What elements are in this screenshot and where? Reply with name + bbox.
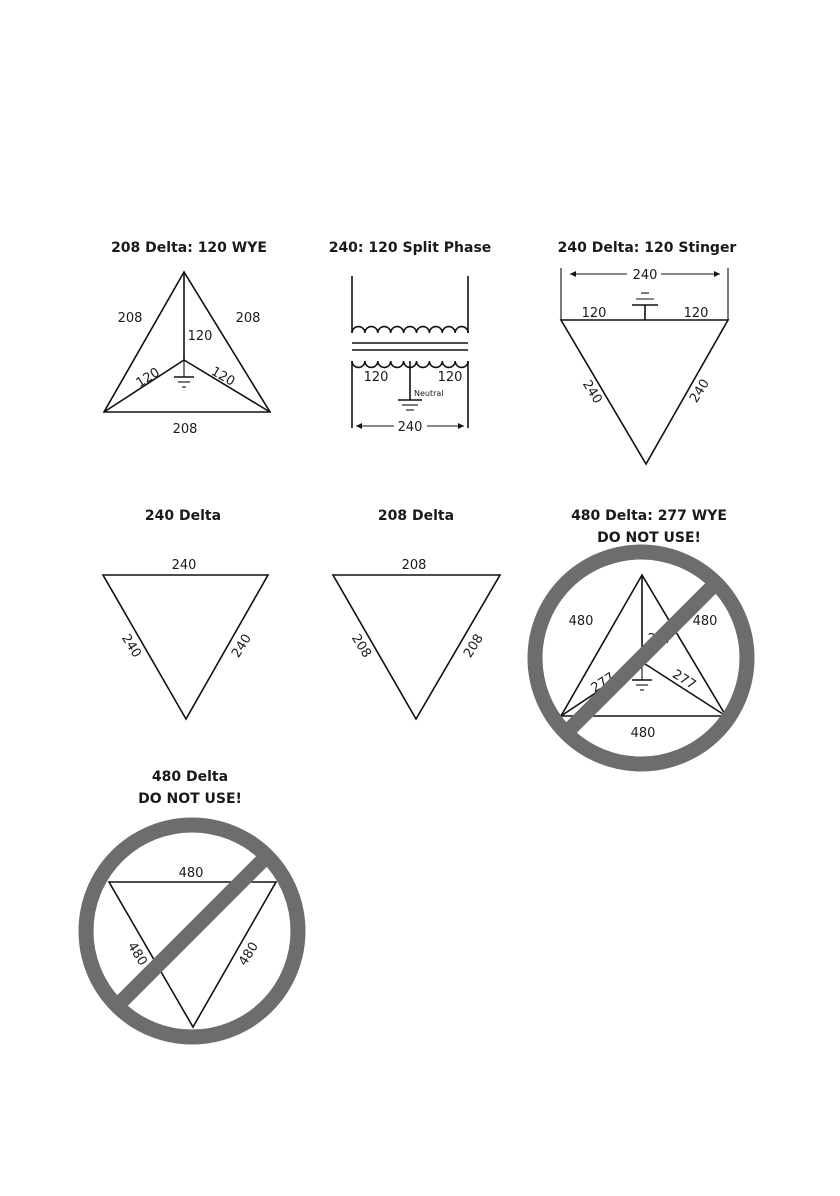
ground-icon <box>398 400 422 410</box>
ground-icon <box>632 293 658 320</box>
side-label-left: 240 <box>579 377 605 407</box>
side-label-right: 480 <box>236 939 262 969</box>
side-label-left: 240 <box>118 631 144 661</box>
diagram-title: 208 Delta: 120 WYE <box>111 240 267 256</box>
wye-leg-right <box>642 662 726 716</box>
side-label-left: 480 <box>124 939 150 969</box>
side-label-left: 208 <box>348 631 374 661</box>
leg-label-left: 120 <box>133 365 163 391</box>
side-label-bottom: 480 <box>630 726 656 741</box>
span-label: 240 <box>632 268 658 283</box>
diagram-480-delta-277-wye <box>535 508 747 764</box>
span-label: 240 <box>397 420 423 435</box>
diagram-title: 240 Delta <box>144 508 222 524</box>
diagram-240-delta <box>103 508 268 719</box>
primary-winding <box>352 276 468 333</box>
winding-label-left: 120 <box>363 370 389 385</box>
side-label-right: 208 <box>461 631 487 661</box>
prohibition-icon <box>86 825 298 1037</box>
side-label-right: 480 <box>692 614 718 629</box>
diagram-240-120-split-phase <box>329 240 492 435</box>
side-label-left: 480 <box>568 614 594 629</box>
side-label-top: 240 <box>171 558 197 573</box>
leg-label-right: 277 <box>669 667 699 693</box>
side-label-top: 208 <box>401 558 427 573</box>
leg-label-top: 120 <box>187 329 213 344</box>
diagram-208-delta <box>333 508 500 719</box>
side-label-bottom: 208 <box>172 422 198 437</box>
half-label-left: 120 <box>581 306 607 321</box>
diagram-title: 240 Delta: 120 Stinger <box>557 240 737 256</box>
warning-label: DO NOT USE! <box>597 530 701 546</box>
side-label-right: 208 <box>235 311 261 326</box>
leg-label-top: 277 <box>647 632 673 647</box>
diagram-240-delta-120-stinger <box>558 240 737 464</box>
diagram-480-delta <box>86 769 298 1037</box>
diagram-title: 240: 120 Split Phase <box>328 240 492 256</box>
side-label-right: 240 <box>687 376 713 406</box>
diagram-title: 480 Delta <box>151 769 229 785</box>
diagram-208-delta-120-wye <box>104 240 270 437</box>
diagram-title: 480 Delta: 277 WYE <box>571 508 727 524</box>
side-label-right: 240 <box>229 631 255 661</box>
neutral-label: Neutral <box>414 389 444 398</box>
winding-label-right: 120 <box>437 370 463 385</box>
side-label-left: 208 <box>117 311 143 326</box>
leg-label-left: 277 <box>588 670 618 697</box>
diagram-title: 208 Delta <box>377 508 455 524</box>
half-label-right: 120 <box>683 306 709 321</box>
side-label-top: 480 <box>178 866 204 881</box>
leg-label-right: 120 <box>208 364 238 390</box>
warning-label: DO NOT USE! <box>138 791 242 807</box>
